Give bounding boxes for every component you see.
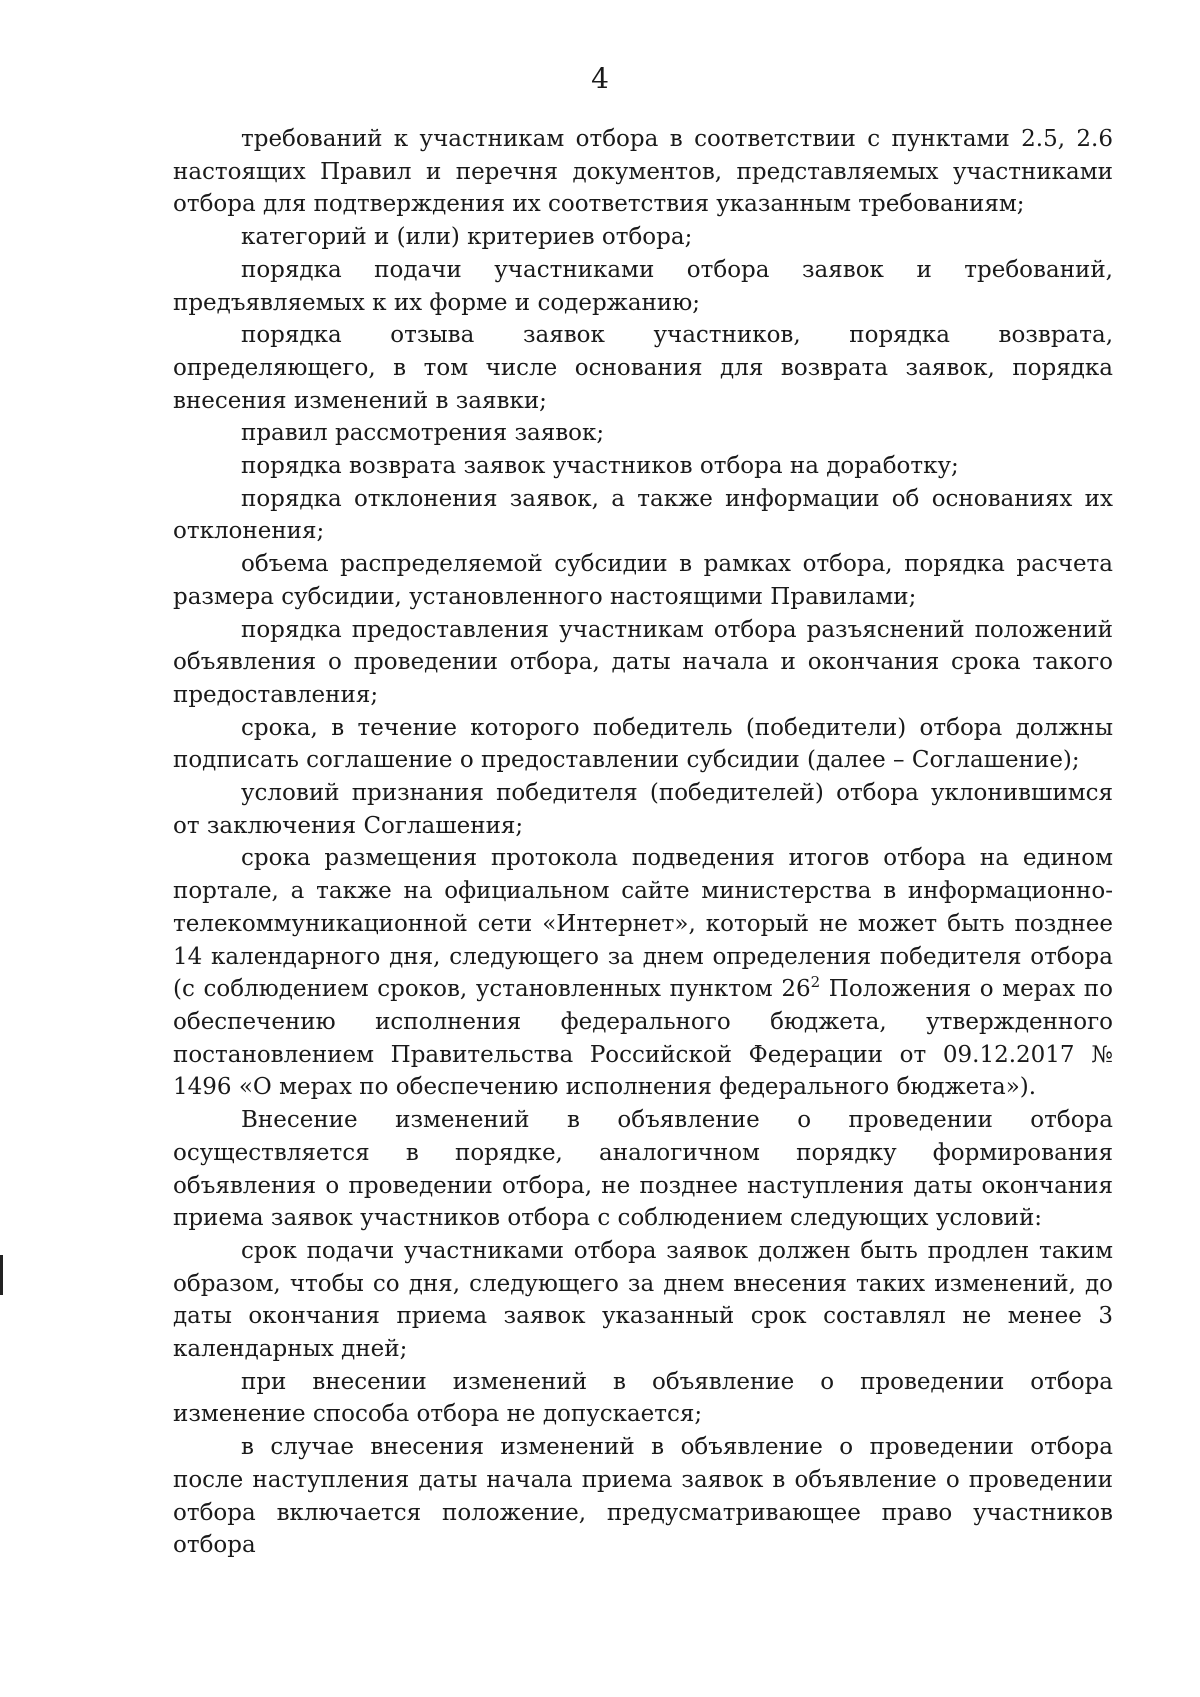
paragraph-withdrawal-order: порядка отзыва заявок участников, порядка возврата, определяющего, в том числе основания для возврата заявок, порядка внесения изменений в заявки; (173, 322, 1113, 414)
paragraph-deadline-extension: срок подачи участниками отбора заявок должен быть продлен таким образом, чтобы со дня, следующего за днем внесения таких изменений, до даты окончания приема заявок указанный срок составлял не менее 3 календарных дней; (173, 1237, 1113, 1363)
paragraph-clarifications: порядка предоставления участникам отбора разъяснений положений объявления о проведении отбора, даты начала и окончания срока такого предоставления; (173, 616, 1113, 708)
superscript-reference: 2 (810, 973, 821, 992)
paragraph-return-for-revision: порядка возврата заявок участников отбора на доработку; (241, 453, 959, 480)
paragraph-review-rules: правил рассмотрения заявок; (241, 420, 605, 447)
document-body (173, 123, 1113, 1562)
paragraph-after-start: в случае внесения изменений в объявление о проведении отбора после наступления даты начала приема заявок в объявление о проведении отбора включается положение, предусматривающее право участников отбора (173, 1434, 1113, 1559)
scan-edge-mark (0, 1255, 3, 1295)
page-number: 4 (591, 62, 609, 95)
paragraph-requirements: требований к участникам отбора в соответствии с пунктами 2.5, 2.6 настоящих Правил и перечня документов, представляемых участниками отбора для подтверждения их соответствия указанным требованиям; (173, 126, 1113, 218)
paragraph-evasion-conditions: условий признания победителя (победителей) отбора уклонившимся от заключения Соглашения; (173, 780, 1113, 839)
paragraph-submission-order: порядка подачи участниками отбора заявок и требований, предъявляемых к их форме и содержанию; (173, 256, 1113, 316)
paragraph-method-change: при внесении изменений в объявление о проведении отбора изменение способа отбора не допускается; (173, 1368, 1113, 1428)
paragraph-categories: категорий и (или) критериев отбора; (241, 224, 693, 251)
paragraph-protocol-publication (173, 842, 1113, 1104)
protocol-text-after: Положения о мерах по обеспечению исполнения федерального бюджета, утвержденного постановлением Правительства Российской Федерации от 09.12.2017 № 1496 «О мерах по обеспечению исполнения федерального бюджета»). (173, 976, 1113, 1101)
protocol-text-before: срока размещения протокола подведения итогов отбора на едином портале, а также на официальном сайте министерства в информационно-телекоммуникационной сети «Интернет», который не может быть позднее 14 календарного дня, следующего за днем определения победителя отбора (с соблюдением сроков, установленных пунктом 26 (173, 845, 1113, 1003)
paragraph-amendments-intro: Внесение изменений в объявление о проведении отбора осуществляется в порядке, аналогичном порядку формирования объявления о проведении отбора, не позднее наступления даты окончания приема заявок участников отбора с соблюдением следующих условий: (173, 1107, 1113, 1232)
paragraph-subsidy-volume: объема распределяемой субсидии в рамках отбора, порядка расчета размера субсидии, установленного настоящими Правилами; (173, 551, 1113, 610)
paragraph-rejection-order: порядка отклонения заявок, а также информации об основаниях их отклонения; (173, 485, 1113, 545)
paragraph-agreement-deadline: срока, в течение которого победитель (победители) отбора должны подписать соглашение о предоставлении субсидии (далее – Соглашение); (173, 714, 1113, 774)
